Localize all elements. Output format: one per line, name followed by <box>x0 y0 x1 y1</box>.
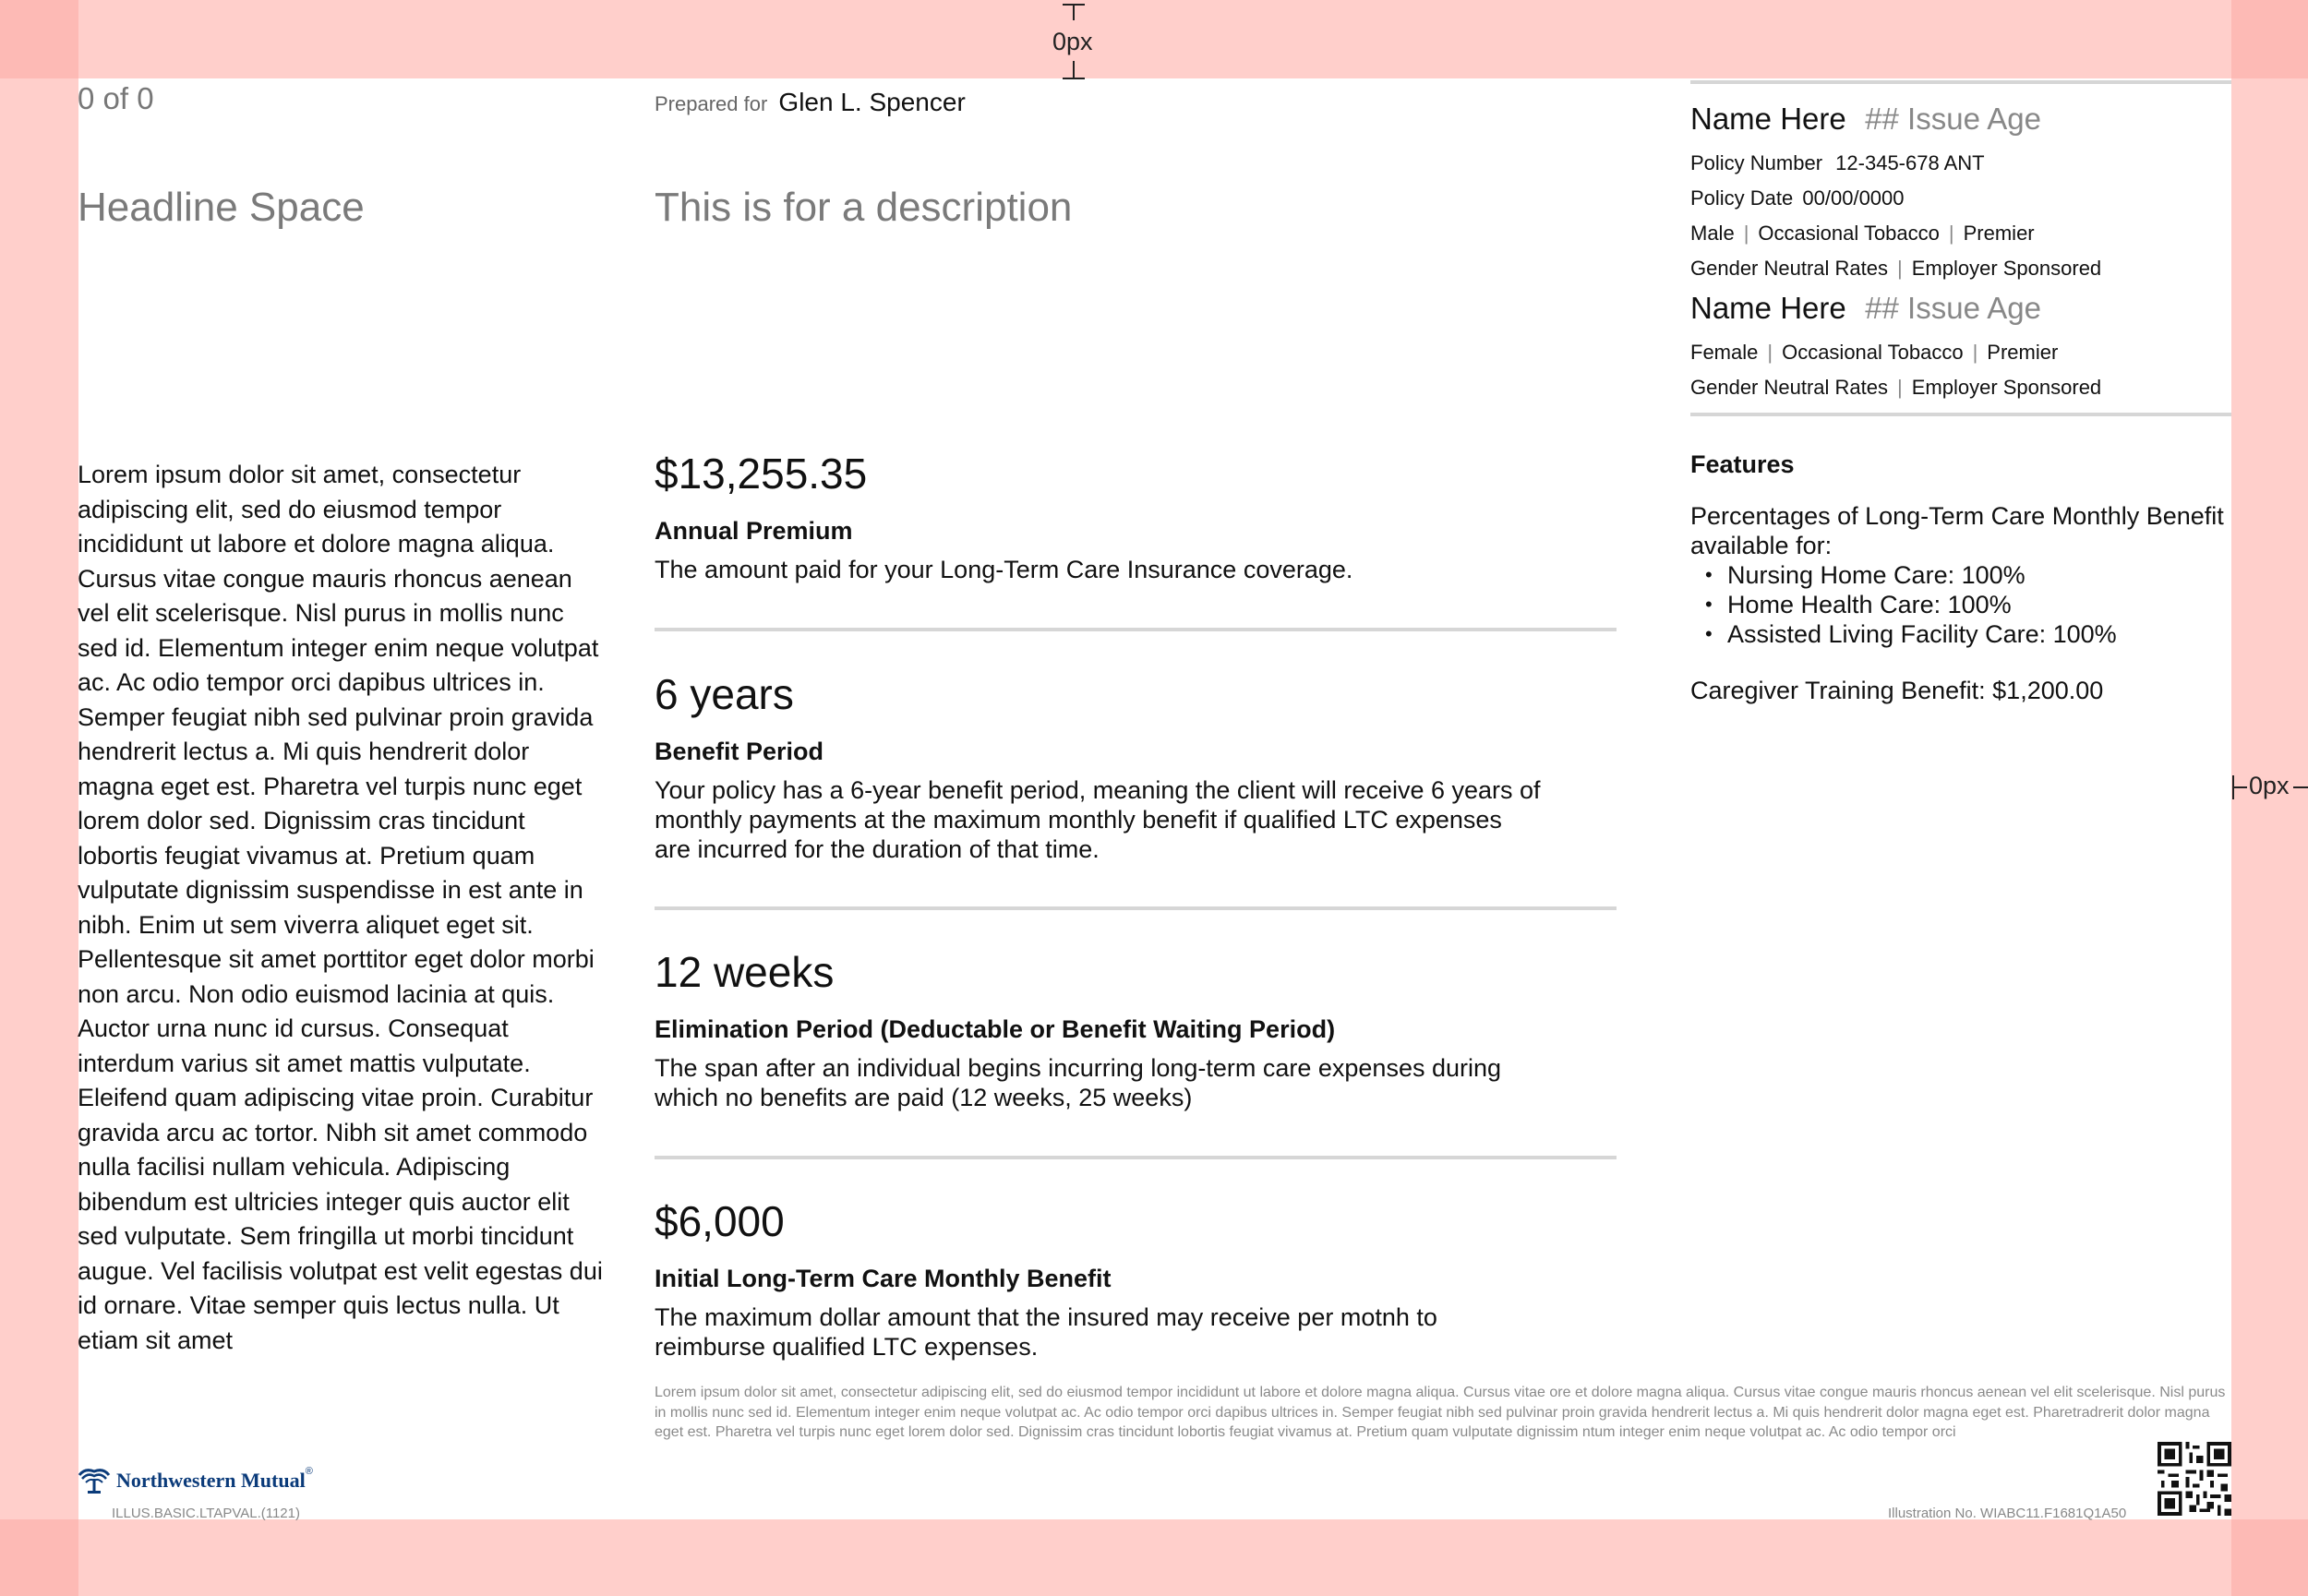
insured-secondary <box>1690 291 2231 400</box>
metric-elimination-period <box>655 947 1617 1112</box>
policy-number-line <box>1690 151 2231 175</box>
insured-rates-line <box>1690 376 2231 400</box>
metric-monthly-benefit <box>655 1196 1617 1362</box>
top-measure-tick <box>1063 78 1085 79</box>
disclaimer: Lorem ipsum dolor sit amet, consectetur adipiscing elit, sed do eiusmod tempor incididunt ut labore et dolore magna aliqua. Cursus vitae ore et dolore magna aliqua. Cursus vitae congue mauris rhoncus aenean vel elit scelerisque. Nisl purus in mollis nunc sed id. Elementum integer enim neque volutpat ac. Ac odio tempor orci dapibus ultrices in. Semper feugiat nibh sed pulvinar proin gravida hendrerit lectus a. Mi quis hendrerit dolor magna eget est. Pharetradrerit dolor magna eget est. Pharetra vel turpis nunc eget lorem dolor sed. Dignissim cras tincidunt lobortis feugiat vivamus at. Pretium quam vulputate dignissim ntum integer enim neque volutpat ac. Ac odio tempor orci <box>655 1385 2226 1440</box>
insured-rate-class: Premier <box>1963 222 2035 245</box>
policy-date: 00/00/0000 <box>1802 186 1905 210</box>
insured-rates-line <box>1690 257 2231 281</box>
insured-issue-age: ## Issue Age <box>1865 102 2042 136</box>
metric-value: 12 weeks <box>655 948 835 996</box>
policy-number-label: Policy Number <box>1690 151 1823 174</box>
form-code: ILLUS.BASIC.LTAPVAL.(1121) <box>112 1506 300 1521</box>
insured-class-line <box>1690 222 2231 246</box>
insured-name: Name Here <box>1690 102 1846 136</box>
divider <box>655 628 1617 631</box>
corner-overlay <box>0 0 78 78</box>
metric-description: The maximum dollar amount that the insured may receive per motnh to reimburse qualified LTC expenses. <box>655 1303 1437 1361</box>
prepared-for-name: Glen L. Spencer <box>778 88 966 116</box>
top-margin-label: 0px <box>1052 28 1093 55</box>
metric-label: Annual Premium <box>655 517 853 545</box>
insured-sponsorship: Employer Sponsored <box>1911 376 2102 399</box>
metric-label: Benefit Period <box>655 738 824 765</box>
insured-rule <box>1690 80 2231 84</box>
corner-overlay <box>2231 0 2308 78</box>
fountain-logo-icon <box>78 1466 111 1495</box>
insured-rule <box>1690 413 2231 416</box>
divider <box>655 906 1617 910</box>
body-text: Lorem ipsum dolor sit amet, consectetur adipiscing elit, sed do eiusmod tempor incididunt ut labore et dolore magna aliqua. Cursus vitae congue mauris rhoncus aenean vel elit scelerisque. Nisl purus in mollis nunc sed id. Elementum integer enim neque volutpat ac. Ac odio tempor orci dapibus ultrices in. Semper feugiat nibh sed pulvinar proin gravida hendrerit lectus a. Mi quis hendrerit dolor magna eget est. Pharetra vel turpis nunc eget lorem dolor sed. Dignissim cras tincidunt lobortis feugiat vivamus at. Pretium quam vulputate dignissim suspendisse in est ante in nibh. Enim ut sem viverra aliquet eget sit. Pellentesque sit amet porttitor eget dolor morbi non arcu. Non odio euismod lacinia at quis. Auctor urna nunc id cursus. Consequat interdum varius sit amet mattis vulputate. Eleifend quam adipiscing vitae proin. Curabitur gravida arcu ac tortor. Nibh sit amet commodo nulla facilisi nullam vehicula. Adipiscing bibendum est ultricies integer quis auctor elit sed vulputate. Sem fringilla ut morbi tincidunt augue. Vel facilisis volutpat est velit egestas dui id ornare. Vitae semper quis lectus nulla. Ut etiam sit amet <box>78 461 603 1354</box>
insured-rate-class: Premier <box>1987 341 2059 364</box>
insured-tobacco: Occasional Tobacco <box>1758 222 1940 245</box>
features-item: • Nursing Home Care: 100% <box>1690 560 2231 590</box>
prepared-for-label: Prepared for <box>655 92 768 115</box>
insured-sponsorship: Employer Sponsored <box>1911 257 2102 280</box>
policy-date-line <box>1690 186 2231 210</box>
insured-rates: Gender Neutral Rates <box>1690 376 1888 399</box>
policy-number: 12-345-678 ANT <box>1835 151 1985 174</box>
separator: | <box>1972 341 1978 364</box>
features-item: • Home Health Care: 100% <box>1690 590 2231 619</box>
metric-value: $6,000 <box>655 1197 785 1245</box>
left-margin-overlay <box>0 0 78 1596</box>
insured-gender: Female <box>1690 341 1759 364</box>
headline: Headline Space <box>78 185 365 230</box>
prepared-for <box>655 88 966 117</box>
metric-value: $13,255.35 <box>655 450 868 498</box>
logo-registered-mark: ® <box>305 1466 313 1477</box>
features-intro: Percentages of Long-Term Care Monthly Benefit available for: <box>1690 502 2224 559</box>
page-counter: 0 of 0 <box>78 81 154 115</box>
separator: | <box>1897 257 1903 280</box>
features-heading: Features <box>1690 450 1795 478</box>
metric-benefit-period <box>655 669 1617 864</box>
top-margin-overlay <box>0 0 2308 78</box>
northwestern-mutual-logo <box>78 1466 313 1495</box>
insured-name: Name Here <box>1690 291 1846 325</box>
description: This is for a description <box>655 185 1073 230</box>
top-measure-line <box>1073 4 1075 20</box>
separator: | <box>1948 222 1954 245</box>
metric-description: The span after an individual begins incurring long-term care expenses during which no benefits are paid (12 weeks, 25 weeks) <box>655 1054 1502 1111</box>
insured-primary <box>1690 102 2231 281</box>
right-margin-label: 0px <box>2249 772 2290 799</box>
corner-overlay <box>0 1519 78 1596</box>
insured-tobacco: Occasional Tobacco <box>1782 341 1964 364</box>
top-measure-line <box>1073 61 1075 78</box>
insured-issue-age: ## Issue Age <box>1865 291 2042 325</box>
divider <box>655 1156 1617 1159</box>
right-measure-line <box>2234 786 2247 788</box>
features-section <box>1690 450 2231 705</box>
insured-rates: Gender Neutral Rates <box>1690 257 1888 280</box>
insured-gender: Male <box>1690 222 1735 245</box>
separator: | <box>1897 376 1903 399</box>
right-measure-line <box>2293 786 2308 788</box>
logo-text: Northwestern Mutual <box>116 1469 306 1492</box>
separator: | <box>1743 222 1749 245</box>
metric-description: Your policy has a 6-year benefit period, meaning the client will receive 6 years of monthly payments at the maximum monthly benefit if qualified LTC expenses are incurred for the duration of that time. <box>655 776 1541 863</box>
bottom-margin-overlay <box>0 1519 2308 1596</box>
separator: | <box>1767 341 1773 364</box>
features-list <box>1690 560 2231 649</box>
caregiver-benefit: Caregiver Training Benefit: $1,200.00 <box>1690 677 2104 704</box>
illustration-number: Illustration No. WIABC11.F1681Q1A50 <box>1888 1506 2127 1521</box>
metric-value: 6 years <box>655 670 794 718</box>
metric-label: Elimination Period (Deductable or Benefit Waiting Period) <box>655 1015 1336 1043</box>
features-item: • Assisted Living Facility Care: 100% <box>1690 619 2231 649</box>
corner-overlay <box>2231 1519 2308 1596</box>
insured-class-line <box>1690 341 2231 365</box>
metric-description: The amount paid for your Long-Term Care Insurance coverage. <box>655 556 1353 583</box>
policy-date-label: Policy Date <box>1690 186 1794 210</box>
metric-annual-premium <box>655 449 1617 584</box>
qr-code-icon <box>2158 1442 2231 1516</box>
metric-label: Initial Long-Term Care Monthly Benefit <box>655 1265 1112 1292</box>
